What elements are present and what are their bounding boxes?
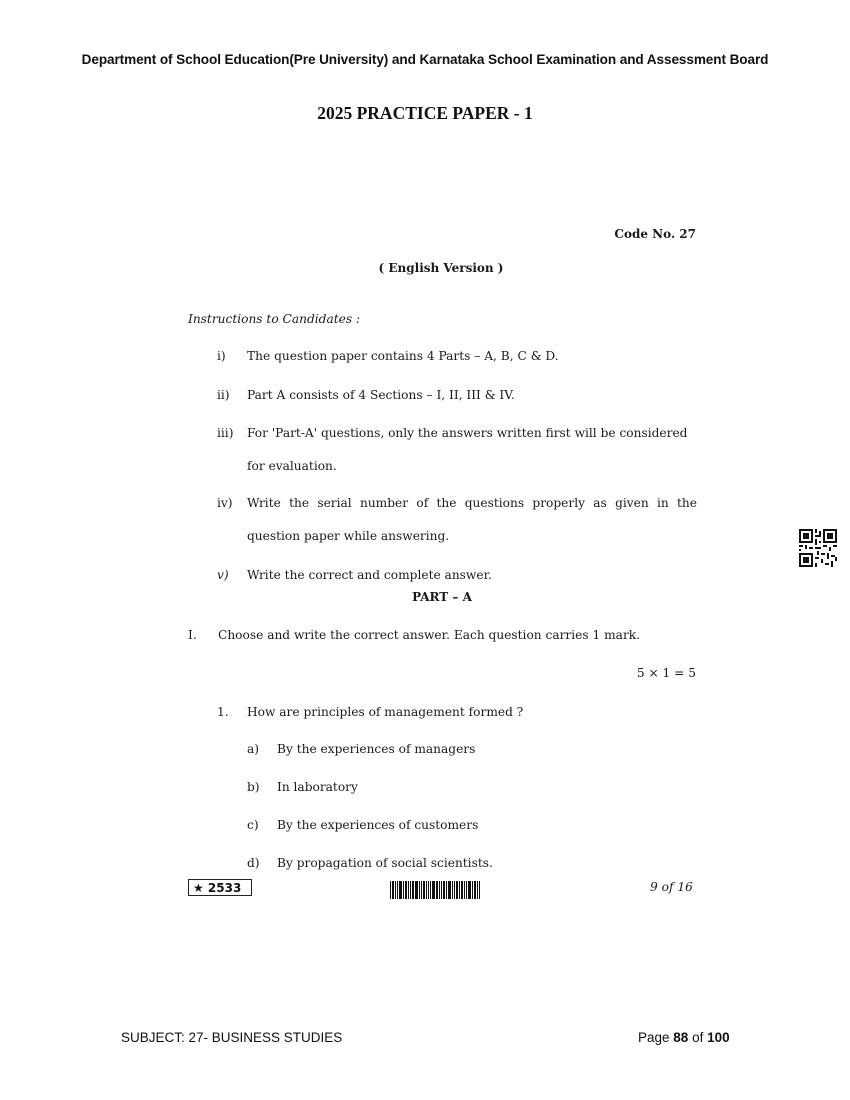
instruction-text: Write the correct and complete answer. [247, 568, 492, 582]
instruction-item [217, 388, 515, 402]
instruction-number: i) [217, 349, 226, 363]
version-label: ( English Version ) [378, 261, 504, 275]
instructions-heading: Instructions to Candidates : [188, 312, 361, 326]
board-header: Department of School Education(Pre University) and Karnataka School Examination and Assessment Board [81, 52, 769, 67]
page-total: 100 [707, 1030, 730, 1045]
instruction-text: Write the serial number of the questions properly as given in the [247, 496, 697, 510]
instruction-text: Part A consists of 4 Sections – I, II, III & IV. [247, 388, 515, 402]
code-number: Code No. 27 [614, 227, 696, 241]
option-label: a) [247, 742, 260, 756]
part-title: PART – A [412, 590, 472, 604]
question [217, 705, 523, 719]
question-number: 1. [217, 705, 229, 719]
instruction-item [217, 426, 688, 440]
option-item [247, 780, 358, 794]
instruction-number: iv) [217, 496, 233, 510]
qr-code-icon [799, 529, 837, 567]
option-item [247, 818, 478, 832]
instruction-text: For 'Part-A' questions, only the answers written first will be considered [247, 426, 688, 440]
option-label: b) [247, 780, 260, 794]
page-number [638, 1030, 730, 1045]
option-item [247, 742, 475, 756]
option-text: By propagation of social scientists. [277, 856, 493, 870]
instruction-number: v) [217, 568, 229, 582]
paper-code-box: ★ 2533 [188, 879, 252, 896]
page-of-label: 9 of 16 [650, 880, 693, 894]
option-text: By the experiences of managers [277, 742, 476, 756]
instruction-text: The question paper contains 4 Parts – A, B, C & D. [247, 349, 559, 363]
instruction-item [217, 349, 559, 363]
section-number: I. [188, 628, 197, 642]
option-item [247, 856, 493, 870]
option-text: By the experiences of customers [277, 818, 479, 832]
option-label: c) [247, 818, 259, 832]
section-marks: 5 × 1 = 5 [636, 666, 696, 680]
option-label: d) [247, 856, 260, 870]
page-prefix: Page [638, 1030, 674, 1045]
instruction-continuation: question paper while answering. [247, 529, 450, 543]
subject-label: SUBJECT: 27- BUSINESS STUDIES [121, 1030, 343, 1045]
page-current: 88 [673, 1030, 689, 1045]
section-text: Choose and write the correct answer. Each question carries 1 mark. [218, 628, 641, 642]
instruction-item [217, 496, 697, 510]
instruction-item [217, 568, 492, 582]
instruction-number: iii) [217, 426, 234, 440]
option-text: In laboratory [277, 780, 358, 794]
page-mid: of [688, 1030, 708, 1045]
paper-title: 2025 PRACTICE PAPER - 1 [317, 103, 533, 123]
question-text: How are principles of management formed ? [247, 705, 524, 719]
instruction-continuation: for evaluation. [247, 459, 337, 473]
section-heading [188, 628, 640, 642]
instruction-number: ii) [217, 388, 230, 402]
barcode-image [390, 881, 496, 899]
